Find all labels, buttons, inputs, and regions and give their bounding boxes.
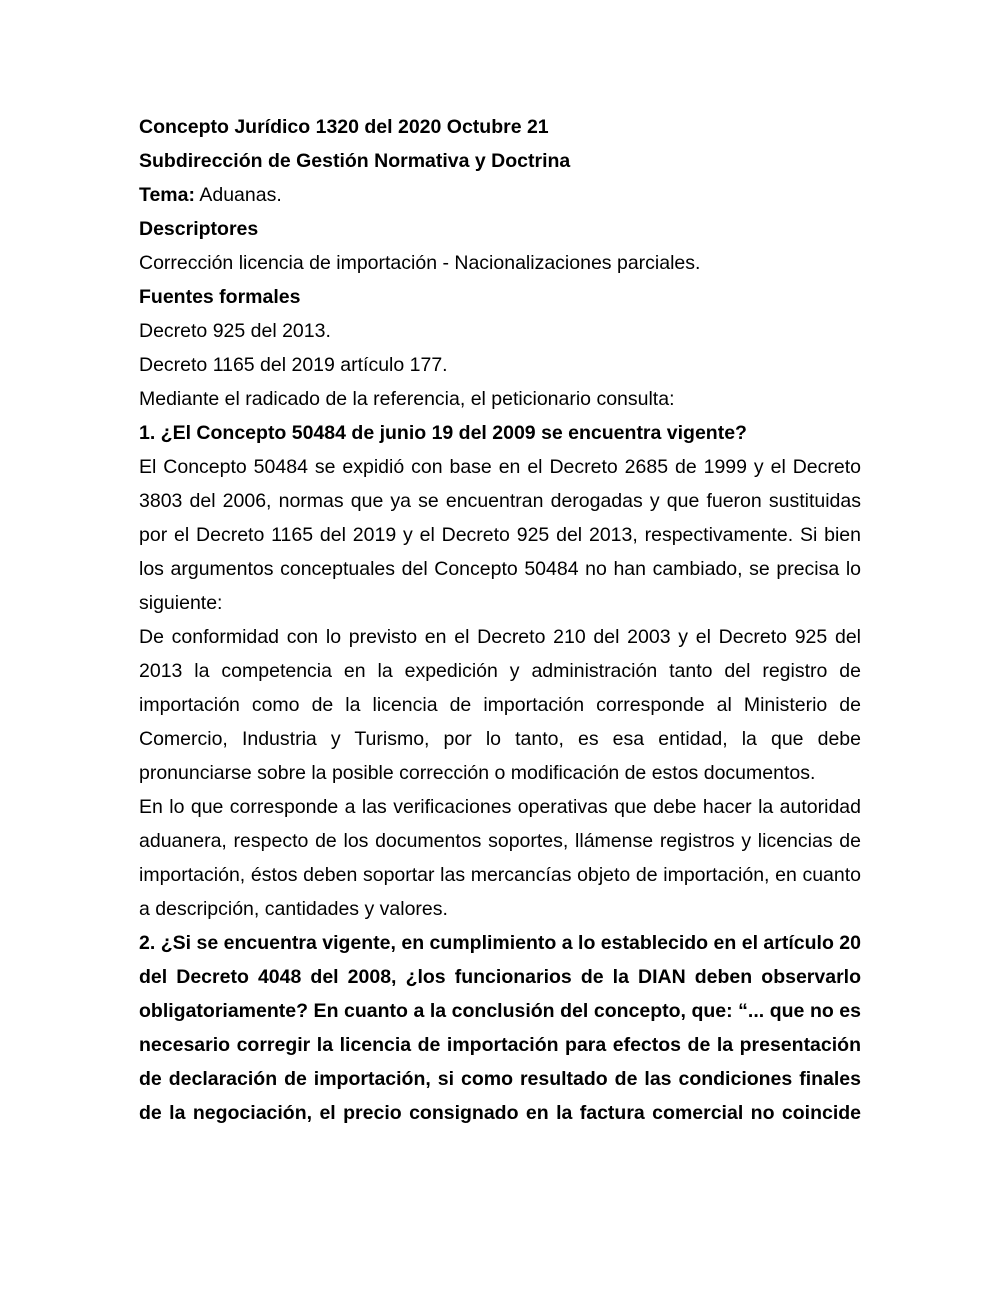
answer-1-paragraph-3: En lo que corresponde a las verificaciones operativas que debe hacer la autoridad aduanera, respecto de los documentos soportes, llámense registros y licencias de importación, éstos deben soportar las mercancías objeto de importación, en cuanto a descripción, cantidades y valores.: [139, 796, 861, 920]
descriptores-text: Corrección licencia de importación - Nacionalizaciones parciales.: [139, 252, 701, 274]
fuentes-heading: Fuentes formales: [139, 286, 301, 308]
fuente-item: Decreto 925 del 2013.: [139, 320, 331, 342]
tema-label: Tema:: [139, 184, 195, 206]
descriptores-heading: Descriptores: [139, 218, 259, 240]
document-page: [139, 110, 861, 1130]
document-title: Concepto Jurídico 1320 del 2020 Octubre 21: [139, 116, 549, 138]
question-2: 2. ¿Si se encuentra vigente, en cumplimiento a lo establecido en el artículo 20 del Decreto 4048 del 2008, ¿los funcionarios de la DIAN deben observarlo obligatoriamente? En cuanto a la conclusión del concepto, que: “... que no es necesario corregir la licencia de importación para efectos de la presentación de declaración de importación, si como resultado de las condiciones finales de la negociación, el precio consignado en la factura comercial no coincide: [139, 932, 861, 1124]
tema-value: Aduanas.: [195, 184, 282, 206]
fuente-item: Decreto 1165 del 2019 artículo 177.: [139, 354, 448, 376]
intro-paragraph: Mediante el radicado de la referencia, el peticionario consulta:: [139, 388, 675, 410]
document-subtitle: Subdirección de Gestión Normativa y Doctrina: [139, 150, 571, 172]
tema-line: [139, 178, 861, 212]
answer-1-paragraph-1: El Concepto 50484 se expidió con base en el Decreto 2685 de 1999 y el Decreto 3803 del 2006, normas que ya se encuentran derogadas y que fueron sustituidas por el Decreto 1165 del 2019 y el Decreto 925 del 2013, respectivamente. Si bien los argumentos conceptuales del Concepto 50484 no han cambiado, se precisa lo siguiente:: [139, 456, 861, 614]
answer-1-paragraph-2: De conformidad con lo previsto en el Decreto 210 del 2003 y el Decreto 925 del 2013 la competencia en la expedición y administración tanto del registro de importación como de la licencia de importación corresponde al Ministerio de Comercio, Industria y Turismo, por lo tanto, es esa entidad, la que debe pronunciarse sobre la posible corrección o modificación de estos documentos.: [139, 626, 861, 784]
question-1: 1. ¿El Concepto 50484 de junio 19 del 2009 se encuentra vigente?: [139, 422, 747, 444]
